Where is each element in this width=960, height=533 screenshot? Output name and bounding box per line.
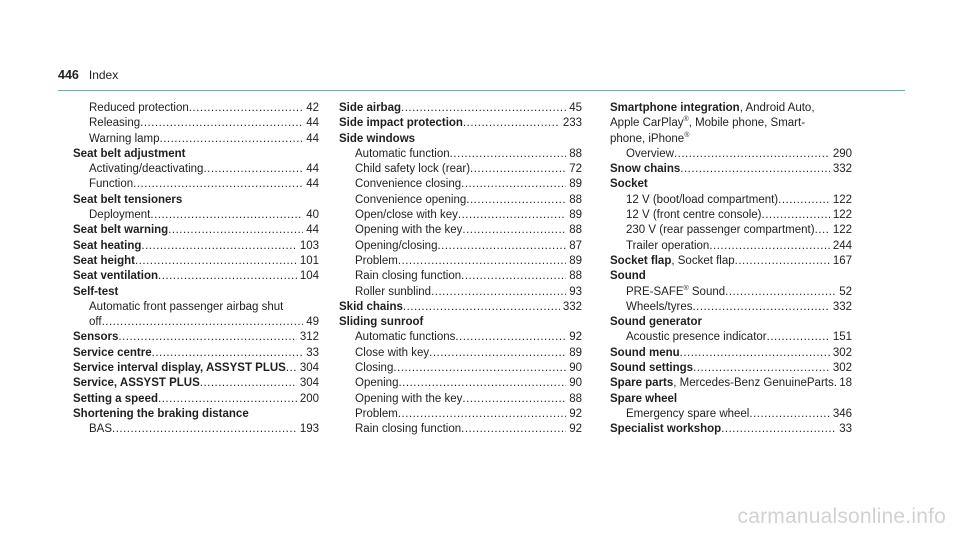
page-ref: 44 bbox=[306, 224, 319, 237]
entry-text: Trailer operation bbox=[626, 239, 710, 252]
entry-text: Deployment bbox=[89, 209, 151, 222]
leader-dots bbox=[431, 285, 566, 300]
leader-dots bbox=[398, 407, 566, 422]
leader-dots bbox=[458, 208, 566, 223]
index-entry bbox=[339, 101, 582, 116]
index-subentry: Automatic front passenger airbag shut bbox=[89, 300, 284, 313]
page-ref: 40 bbox=[306, 209, 319, 222]
page-ref: 92 bbox=[569, 331, 582, 344]
index-subentry bbox=[73, 315, 319, 330]
page-ref: 302 bbox=[832, 362, 852, 375]
index-heading: Shortening the braking distance bbox=[73, 407, 249, 420]
entry-text: Activating/deactivating bbox=[89, 163, 204, 176]
entry-text: Spare parts, Mercedes-Benz GenuineParts bbox=[610, 377, 834, 390]
entry-text: Opening/closing bbox=[355, 239, 438, 252]
index-subentry bbox=[73, 101, 319, 116]
entry-text: Seat height bbox=[73, 254, 135, 267]
entry-text: PRE-SAFE® Sound bbox=[626, 284, 726, 298]
page-ref: 104 bbox=[299, 270, 319, 283]
entry-text: Closing bbox=[355, 362, 394, 375]
page-ref: 332 bbox=[832, 300, 852, 313]
page-ref: 44 bbox=[306, 178, 319, 191]
page-ref: 44 bbox=[306, 163, 319, 176]
leader-dots bbox=[692, 300, 829, 315]
page-ref: 42 bbox=[306, 102, 319, 114]
leader-dots bbox=[815, 223, 830, 238]
page-ref: 122 bbox=[832, 209, 852, 222]
leader-dots bbox=[393, 361, 566, 376]
leader-dots bbox=[141, 239, 296, 254]
index-heading: Sliding sunroof bbox=[339, 316, 424, 329]
leader-dots bbox=[168, 223, 303, 238]
leader-dots bbox=[133, 177, 303, 192]
leader-dots bbox=[140, 116, 303, 131]
page-ref: 33 bbox=[839, 423, 852, 436]
leader-dots bbox=[286, 361, 297, 376]
page-ref: 167 bbox=[832, 254, 852, 267]
index-entry bbox=[73, 330, 319, 345]
index-subentry bbox=[339, 285, 582, 300]
index-subentry bbox=[339, 208, 582, 223]
page-ref: 44 bbox=[306, 117, 319, 130]
index-column-3 bbox=[610, 101, 852, 438]
leader-dots bbox=[200, 376, 297, 391]
entry-text: Side impact protection bbox=[339, 117, 463, 130]
entry-text: Rain closing function bbox=[355, 423, 462, 436]
index-subentry bbox=[339, 193, 582, 208]
leader-dots bbox=[462, 392, 566, 407]
index-entry bbox=[610, 346, 852, 361]
entry-text: Seat heating bbox=[73, 239, 142, 252]
leader-dots bbox=[118, 330, 296, 345]
page-ref: 52 bbox=[839, 285, 852, 298]
entry-text: Skid chains bbox=[339, 300, 403, 313]
entry-text: Roller sunblind bbox=[355, 285, 432, 298]
page-ref: 101 bbox=[299, 254, 319, 267]
index-entry bbox=[73, 269, 319, 284]
leader-dots bbox=[437, 239, 566, 254]
index-subentry bbox=[73, 208, 319, 223]
entry-text: Opening with the key bbox=[355, 392, 463, 405]
page-ref: 88 bbox=[569, 224, 582, 237]
page-ref: 87 bbox=[569, 239, 582, 252]
page-number: 446 bbox=[58, 68, 79, 82]
index-subentry bbox=[610, 208, 852, 223]
index-entry bbox=[339, 116, 582, 131]
index-entry bbox=[73, 392, 319, 407]
page-ref: 302 bbox=[832, 346, 852, 359]
entry-text: Close with key bbox=[355, 346, 430, 359]
leader-dots bbox=[470, 162, 566, 177]
page-ref: 72 bbox=[569, 163, 582, 176]
leader-dots bbox=[450, 147, 567, 162]
index-subentry bbox=[339, 422, 582, 437]
index-entry bbox=[73, 254, 319, 269]
entry-text: Problem bbox=[355, 254, 398, 267]
page-ref: 346 bbox=[832, 407, 852, 420]
entry-text: Service centre bbox=[73, 346, 152, 359]
page-ref: 89 bbox=[569, 178, 582, 191]
index-entry bbox=[339, 300, 582, 315]
page-header bbox=[58, 68, 905, 91]
page-ref: 304 bbox=[299, 362, 319, 375]
index-entry bbox=[73, 346, 319, 361]
index-heading: Socket bbox=[610, 178, 648, 191]
index-heading: Sound bbox=[610, 270, 646, 283]
entry-text: Convenience closing bbox=[355, 178, 462, 191]
entry-text: Releasing bbox=[89, 117, 141, 130]
index-heading: Smartphone integration bbox=[610, 102, 740, 114]
index-heading: Sound generator bbox=[610, 316, 703, 329]
leader-dots bbox=[778, 193, 830, 208]
index-subentry bbox=[610, 239, 852, 254]
page-ref: 45 bbox=[569, 102, 582, 114]
leader-dots bbox=[203, 162, 303, 177]
index-subentry bbox=[339, 147, 582, 162]
entry-text: Opening with the key bbox=[355, 224, 463, 237]
index-entry bbox=[73, 239, 319, 254]
page-ref: 332 bbox=[832, 163, 852, 176]
entry-text: Function bbox=[89, 178, 134, 191]
entry-text: 12 V (boot/load compartment) bbox=[626, 193, 779, 206]
index-heading: Seat belt tensioners bbox=[73, 193, 183, 206]
leader-dots bbox=[401, 101, 566, 116]
index-entry bbox=[610, 376, 852, 391]
index-entry bbox=[610, 254, 852, 269]
page-ref: 89 bbox=[569, 254, 582, 267]
entry-text: Reduced protection bbox=[89, 102, 189, 114]
entry-text: 230 V (rear passenger compartment) bbox=[626, 224, 815, 237]
page-ref: 200 bbox=[299, 392, 319, 405]
page-ref: 122 bbox=[832, 193, 852, 206]
leader-dots bbox=[398, 254, 566, 269]
leader-dots bbox=[461, 177, 566, 192]
leader-dots bbox=[398, 376, 566, 391]
entry-text: Setting a speed bbox=[73, 392, 158, 405]
page-ref: 88 bbox=[569, 193, 582, 206]
entry-text: Emergency spare wheel bbox=[626, 407, 750, 420]
index-entry bbox=[610, 361, 852, 376]
entry-text: Snow chains bbox=[610, 163, 681, 176]
page-ref: 151 bbox=[832, 331, 852, 344]
index-subentry bbox=[339, 254, 582, 269]
index-entry bbox=[73, 223, 319, 238]
entry-text: Service, ASSYST PLUS bbox=[73, 377, 200, 390]
leader-dots bbox=[709, 239, 830, 254]
index-subentry bbox=[339, 407, 582, 422]
index-subentry bbox=[73, 132, 319, 147]
entry-text: Specialist workshop bbox=[610, 423, 722, 436]
entry-text: Warning lamp bbox=[89, 132, 160, 145]
index-subentry bbox=[610, 330, 852, 345]
section-title: Index bbox=[88, 68, 119, 82]
page-ref: 89 bbox=[569, 346, 582, 359]
index-subentry bbox=[73, 162, 319, 177]
index-subentry bbox=[339, 346, 582, 361]
leader-dots bbox=[466, 193, 566, 208]
entry-text: Problem bbox=[355, 407, 398, 420]
page-ref: 33 bbox=[306, 346, 319, 359]
page-ref: 90 bbox=[569, 362, 582, 375]
index-subentry bbox=[610, 193, 852, 208]
index-heading: Side windows bbox=[339, 132, 416, 145]
page-ref: 332 bbox=[562, 300, 582, 313]
index-subentry bbox=[339, 330, 582, 345]
entry-text: off bbox=[89, 316, 102, 329]
index-subentry bbox=[339, 269, 582, 284]
index-heading: Self-test bbox=[73, 285, 119, 298]
index-subentry bbox=[339, 162, 582, 177]
leader-dots bbox=[463, 116, 560, 131]
leader-dots bbox=[158, 269, 297, 284]
leader-dots bbox=[721, 422, 836, 437]
index-entry bbox=[73, 361, 319, 376]
index-subentry bbox=[339, 177, 582, 192]
page-ref: 49 bbox=[306, 316, 319, 329]
page-ref: 103 bbox=[299, 239, 319, 252]
leader-dots bbox=[189, 101, 303, 116]
leader-dots bbox=[150, 208, 303, 223]
leader-dots bbox=[680, 346, 830, 361]
leader-dots bbox=[455, 330, 566, 345]
index-column-2 bbox=[339, 101, 582, 438]
index-subentry bbox=[73, 116, 319, 131]
page-ref: 193 bbox=[299, 423, 319, 436]
leader-dots bbox=[102, 315, 304, 330]
index-entry bbox=[610, 422, 852, 437]
index-subentry bbox=[610, 223, 852, 238]
entry-text: 12 V (front centre console) bbox=[626, 209, 762, 222]
index-column-1 bbox=[73, 101, 319, 438]
entry-text: Acoustic presence indicator bbox=[626, 331, 767, 344]
leader-dots bbox=[693, 361, 830, 376]
index-subentry bbox=[73, 177, 319, 192]
index-subentry bbox=[610, 285, 852, 300]
leader-dots bbox=[725, 285, 836, 300]
entry-text: Sound settings bbox=[610, 362, 694, 375]
index-subentry bbox=[73, 422, 319, 437]
index-subentry bbox=[610, 300, 852, 315]
entry-text: Seat belt warning bbox=[73, 224, 169, 237]
page-ref: 122 bbox=[832, 224, 852, 237]
index-subentry bbox=[339, 361, 582, 376]
entry-text: Socket flap, Socket flap bbox=[610, 254, 735, 267]
leader-dots bbox=[762, 208, 830, 223]
index-entry bbox=[610, 162, 852, 177]
registered-mark: ® bbox=[683, 284, 689, 292]
entry-text: Sensors bbox=[73, 331, 119, 344]
page-ref: 92 bbox=[569, 407, 582, 420]
leader-dots bbox=[767, 330, 830, 345]
page-ref: 88 bbox=[569, 392, 582, 405]
page-ref: 92 bbox=[569, 423, 582, 436]
index-heading: Spare wheel bbox=[610, 392, 678, 405]
index-subentry: Overview ..... 290 bbox=[610, 147, 852, 162]
page-ref: 233 bbox=[562, 117, 582, 130]
page-ref: 88 bbox=[569, 270, 582, 283]
entry-text: Child safety lock (rear) bbox=[355, 163, 471, 176]
leader-dots bbox=[461, 422, 566, 437]
page-ref: 44 bbox=[306, 132, 319, 145]
page-ref: 304 bbox=[299, 377, 319, 390]
entry-text: Seat ventilation bbox=[73, 270, 158, 283]
index-subentry bbox=[339, 223, 582, 238]
entry-text: Side airbag bbox=[339, 102, 401, 114]
leader-dots bbox=[735, 254, 830, 269]
index-subentry bbox=[339, 392, 582, 407]
leader-dots bbox=[403, 300, 560, 315]
page-ref: 88 bbox=[569, 147, 582, 160]
leader-dots bbox=[112, 422, 297, 437]
leader-dots bbox=[152, 346, 304, 361]
page-ref: 93 bbox=[569, 285, 582, 298]
leader-dots bbox=[158, 392, 297, 407]
entry-text: Sound menu bbox=[610, 346, 680, 359]
page-ref: 89 bbox=[569, 209, 582, 222]
leader-dots bbox=[461, 269, 566, 284]
leader-dots bbox=[462, 223, 566, 238]
index-heading: Seat belt adjustment bbox=[73, 147, 186, 160]
page-ref: 18 bbox=[839, 377, 852, 390]
index-subentry bbox=[339, 239, 582, 254]
entry-text: Convenience opening bbox=[355, 193, 467, 206]
entry-text: Open/close with key bbox=[355, 209, 458, 222]
entry-text: Service interval display, ASSYST PLUS bbox=[73, 362, 286, 375]
leader-dots bbox=[680, 162, 830, 177]
page-ref: 312 bbox=[299, 331, 319, 344]
entry-text: Automatic function bbox=[355, 147, 450, 160]
entry-text: Opening bbox=[355, 377, 399, 390]
page-ref: 90 bbox=[569, 377, 582, 390]
entry-text: Automatic functions bbox=[355, 331, 456, 344]
leader-dots bbox=[749, 407, 829, 422]
index-entry bbox=[73, 376, 319, 391]
page-ref: 244 bbox=[832, 239, 852, 252]
leader-dots bbox=[160, 132, 304, 147]
index-entry-smartphone-integration: Smartphone integration, Android Auto, Apple CarPlay®, Mobile phone, Smart- phone, iPhone® Overview ..... 290 bbox=[610, 101, 852, 162]
entry-text: Rain closing function bbox=[355, 270, 462, 283]
index-subentry bbox=[610, 407, 852, 422]
leader-dots bbox=[135, 254, 297, 269]
leader-dots bbox=[429, 346, 566, 361]
entry-text: Wheels/tyres bbox=[626, 300, 693, 313]
entry-text: BAS bbox=[89, 423, 113, 436]
watermark: carmanualsonline.info bbox=[737, 505, 946, 528]
index-subentry bbox=[339, 376, 582, 391]
